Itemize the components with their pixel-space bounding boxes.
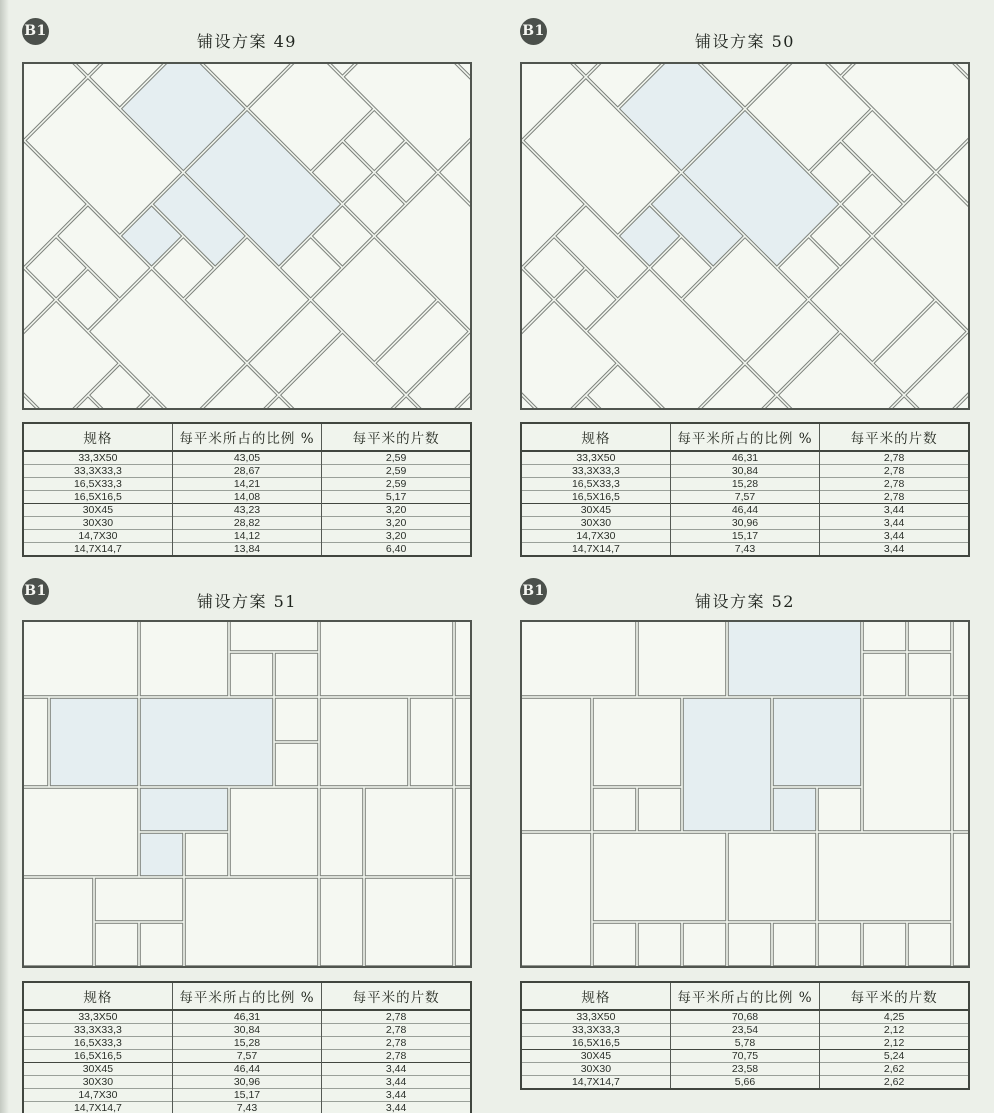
table-cell: 2,12	[820, 1037, 969, 1050]
table-cell: 14,7X14,7	[521, 1076, 670, 1090]
table-cell: 33,3X33,3	[521, 465, 670, 478]
table-row	[23, 530, 471, 543]
table-cell: 30X45	[521, 504, 670, 517]
table-cell: 5,17	[322, 491, 471, 504]
table-row	[521, 517, 969, 530]
table-cell: 30X30	[521, 517, 670, 530]
table-row	[23, 465, 471, 478]
table-row	[521, 1010, 969, 1024]
panel-header	[520, 18, 970, 62]
table-row	[23, 1089, 471, 1102]
table-cell: 14,7X14,7	[23, 543, 172, 557]
table-cell: 33,3X33,3	[521, 1024, 670, 1037]
table-row	[521, 1037, 969, 1050]
b1-badge: B1	[22, 18, 49, 45]
table-cell: 43,23	[172, 504, 321, 517]
table-cell: 2,78	[322, 1024, 471, 1037]
table-cell: 3,44	[322, 1063, 471, 1076]
table-row	[521, 543, 969, 557]
column-header: 每平米的片数	[322, 423, 471, 451]
table-cell: 14,7X14,7	[521, 543, 670, 557]
table-row	[23, 1024, 471, 1037]
table-cell: 15,28	[670, 478, 819, 491]
table-cell: 30,96	[670, 517, 819, 530]
table-cell: 30,84	[172, 1024, 321, 1037]
column-header: 规格	[23, 982, 172, 1010]
table-cell: 2,78	[322, 1037, 471, 1050]
table-cell: 6,40	[322, 543, 471, 557]
table-cell: 46,44	[670, 504, 819, 517]
table-row	[23, 517, 471, 530]
table-cell: 5,24	[820, 1050, 969, 1063]
column-header: 规格	[23, 423, 172, 451]
column-header: 每平米的片数	[322, 982, 471, 1010]
table-cell: 30X30	[521, 1063, 670, 1076]
tile-diagram-svg	[22, 620, 472, 968]
spec-table	[520, 981, 970, 1090]
table-cell: 3,20	[322, 517, 471, 530]
table-cell: 33,3X33,3	[23, 465, 172, 478]
table-cell: 30X45	[521, 1050, 670, 1063]
panel-title: 铺设方案 52	[695, 592, 795, 611]
b1-badge: B1	[22, 578, 49, 605]
column-header: 规格	[521, 423, 670, 451]
table-row	[23, 451, 471, 465]
table-cell: 3,44	[820, 504, 969, 517]
table-cell: 70,68	[670, 1010, 819, 1024]
table-row	[521, 465, 969, 478]
table-cell: 14,7X14,7	[23, 1102, 172, 1113]
table-cell: 46,44	[172, 1063, 321, 1076]
tile-diagram	[520, 62, 970, 414]
table-row	[521, 1024, 969, 1037]
panel-title: 铺设方案 49	[197, 32, 297, 51]
panel-plan-51	[22, 578, 472, 1113]
table-row	[23, 1063, 471, 1076]
spec-table	[22, 981, 472, 1113]
table-cell: 3,44	[820, 530, 969, 543]
spec-table-grid	[22, 981, 472, 1113]
table-cell: 30,96	[172, 1076, 321, 1089]
table-cell: 2,12	[820, 1024, 969, 1037]
tile-diagram	[520, 620, 970, 972]
table-cell: 13,84	[172, 543, 321, 557]
tile-diagram	[22, 620, 472, 972]
table-cell: 30X45	[23, 1063, 172, 1076]
panel-title: 铺设方案 50	[695, 32, 795, 51]
table-cell: 28,67	[172, 465, 321, 478]
table-cell: 7,57	[172, 1050, 321, 1063]
table-cell: 15,17	[172, 1089, 321, 1102]
panel-header	[22, 18, 472, 62]
column-header: 每平米所占的比例 %	[172, 982, 321, 1010]
tile-diagram-svg	[520, 62, 970, 410]
table-cell: 28,82	[172, 517, 321, 530]
table-cell: 14,21	[172, 478, 321, 491]
spec-table-grid	[22, 422, 472, 557]
b1-badge: B1	[520, 18, 547, 45]
table-row	[23, 491, 471, 504]
column-header: 每平米的片数	[820, 423, 969, 451]
table-cell: 70,75	[670, 1050, 819, 1063]
table-cell: 2,59	[322, 465, 471, 478]
table-cell: 3,44	[322, 1089, 471, 1102]
table-row	[23, 1076, 471, 1089]
column-header: 规格	[521, 982, 670, 1010]
panel-header	[22, 578, 472, 620]
table-row	[521, 491, 969, 504]
table-row	[23, 1050, 471, 1063]
table-cell: 30X45	[23, 504, 172, 517]
table-cell: 30X30	[23, 517, 172, 530]
table-cell: 14,7X30	[521, 530, 670, 543]
spec-table	[22, 422, 472, 557]
table-row	[521, 478, 969, 491]
table-cell: 33,3X50	[576, 1010, 616, 1023]
table-cell: 14,12	[172, 530, 321, 543]
table-cell: 2,78	[820, 478, 969, 491]
table-row	[521, 530, 969, 543]
spec-table-grid	[520, 981, 970, 1090]
table-row	[521, 1063, 969, 1076]
table-cell: 2,78	[322, 1050, 471, 1063]
table-cell: 3,20	[322, 504, 471, 517]
table-cell: 16,5X33,3	[23, 478, 172, 491]
table-cell: 16,5X16,5	[521, 1037, 670, 1050]
table-cell: 16,5X16,5	[521, 491, 670, 504]
spec-table-grid	[520, 422, 970, 557]
table-cell: 3,44	[322, 1076, 471, 1089]
table-cell: 2,59	[322, 478, 471, 491]
tile-diagram	[22, 62, 472, 414]
table-cell: 14,7X30	[23, 530, 172, 543]
table-cell: 3,44	[322, 1102, 471, 1113]
column-header: 每平米的片数	[820, 982, 969, 1010]
table-cell: 2,59	[322, 451, 471, 465]
panel-title: 铺设方案 51	[197, 592, 297, 611]
table-cell: 14,7X30	[23, 1089, 172, 1102]
table-row	[23, 504, 471, 517]
table-cell: 46,31	[670, 451, 819, 465]
table-cell: 33,3X50	[576, 451, 616, 464]
table-cell: 3,20	[322, 530, 471, 543]
table-cell: 7,43	[172, 1102, 321, 1113]
column-header: 每平米所占的比例 %	[670, 423, 819, 451]
table-cell: 30,84	[670, 465, 819, 478]
tile-diagram-svg	[22, 62, 472, 410]
table-cell: 2,78	[820, 491, 969, 504]
table-row	[23, 1037, 471, 1050]
table-row	[23, 1010, 471, 1024]
table-row	[521, 504, 969, 517]
table-cell: 2,78	[820, 465, 969, 478]
spec-table	[520, 422, 970, 557]
table-cell: 16,5X16,5	[23, 1050, 172, 1063]
table-cell: 33,3X50	[78, 451, 118, 464]
table-cell: 2,62	[820, 1063, 969, 1076]
table-cell: 2,78	[820, 451, 969, 465]
table-cell: 46,31	[172, 1010, 321, 1024]
scan-edge-shadow	[0, 0, 9, 1113]
table-cell: 33,3X50	[78, 1010, 118, 1023]
table-cell: 5,78	[670, 1037, 819, 1050]
table-cell: 14,08	[172, 491, 321, 504]
b1-badge: B1	[520, 578, 547, 605]
table-cell: 7,43	[670, 543, 819, 557]
table-row	[23, 543, 471, 557]
table-cell: 5,66	[670, 1076, 819, 1090]
table-row	[521, 451, 969, 465]
table-row	[23, 1102, 471, 1113]
tile-diagram-svg	[520, 620, 970, 968]
table-cell: 2,62	[820, 1076, 969, 1090]
column-header: 每平米所占的比例 %	[172, 423, 321, 451]
table-row	[521, 1076, 969, 1090]
panel-plan-52	[520, 578, 970, 1090]
table-cell: 15,28	[172, 1037, 321, 1050]
panel-plan-49	[22, 18, 472, 557]
table-cell: 16,5X16,5	[23, 491, 172, 504]
table-cell: 2,78	[322, 1010, 471, 1024]
table-cell: 3,44	[820, 517, 969, 530]
table-cell: 16,5X33,3	[23, 1037, 172, 1050]
table-cell: 23,54	[670, 1024, 819, 1037]
table-cell: 7,57	[670, 491, 819, 504]
table-cell: 3,44	[820, 543, 969, 557]
table-row	[521, 1050, 969, 1063]
table-cell: 23,58	[670, 1063, 819, 1076]
table-cell: 4,25	[820, 1010, 969, 1024]
panel-header	[520, 578, 970, 620]
panel-plan-50	[520, 18, 970, 557]
table-cell: 16,5X33,3	[521, 478, 670, 491]
table-row	[23, 478, 471, 491]
column-header: 每平米所占的比例 %	[670, 982, 819, 1010]
table-cell: 30X30	[23, 1076, 172, 1089]
table-cell: 15,17	[670, 530, 819, 543]
table-cell: 43,05	[172, 451, 321, 465]
table-cell: 33,3X33,3	[23, 1024, 172, 1037]
